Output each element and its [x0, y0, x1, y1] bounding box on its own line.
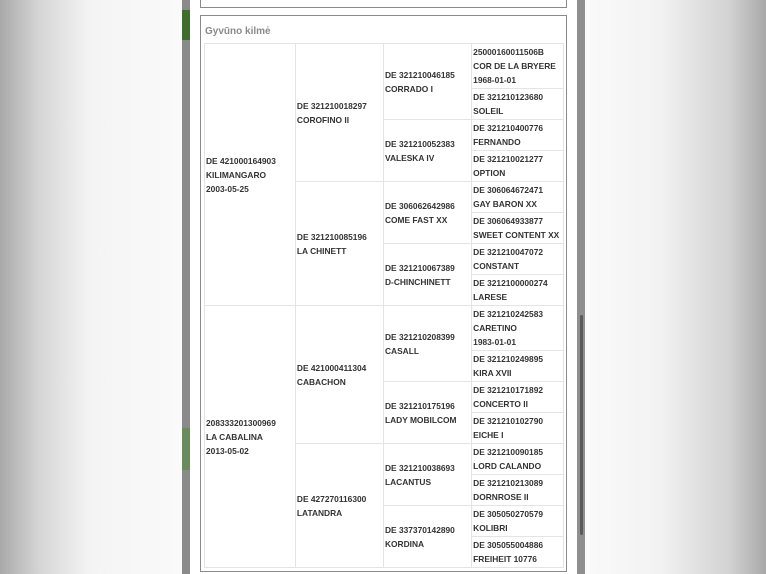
- pedigree-section: [200, 15, 567, 572]
- pedigree-cell-gen4: [472, 182, 564, 213]
- birth-date: 1983-01-01: [473, 337, 516, 347]
- background-green-bar: [182, 428, 190, 470]
- horse-name: KORDINA: [384, 538, 425, 549]
- horse-name: KIRA XVII: [473, 368, 512, 378]
- horse-name: CORRADO I: [384, 83, 433, 94]
- modal-scrollbar-thumb[interactable]: [580, 315, 583, 535]
- pedigree-cell-gen4: [472, 413, 564, 444]
- horse-name: CABACHON: [296, 376, 346, 387]
- pedigree-cell-gen3: [383, 244, 471, 306]
- pedigree-cell-gen2: [295, 306, 383, 444]
- horse-name: D-CHINCHINETT: [384, 276, 451, 287]
- horse-id: DE 321210171892: [473, 385, 544, 395]
- pedigree-cell-gen4: [472, 444, 564, 475]
- horse-name: LADY MOBILCOM: [384, 414, 457, 425]
- horse-id: 25000160011506B: [473, 47, 544, 57]
- horse-name: LACANTUS: [384, 476, 432, 487]
- horse-id: DE 321210249895: [473, 354, 544, 364]
- horse-name: COR DE LA BRYERE: [473, 61, 556, 71]
- pedigree-cell-gen4: [472, 306, 564, 351]
- horse-id: DE 321210213089: [473, 478, 544, 488]
- horse-id: DE 321210175196: [384, 400, 455, 411]
- horse-id: DE 321210046185: [384, 69, 455, 80]
- horse-name: KOLIBRI: [473, 523, 508, 533]
- pedigree-cell-gen3: [383, 44, 471, 120]
- background-green-bar: [182, 10, 190, 40]
- horse-id: DE 421000164903: [206, 155, 276, 166]
- pedigree-cell-gen4: [472, 382, 564, 413]
- horse-name: KILIMANGARO: [206, 169, 267, 180]
- section-title: Gyvūno kilmė: [205, 26, 271, 37]
- horse-id: DE 306064672471: [473, 185, 544, 195]
- pedigree-cell-gen3: [383, 306, 471, 382]
- pedigree-cell-gen3: [383, 382, 471, 444]
- pedigree-cell-gen2: [295, 44, 383, 182]
- horse-id: DE 321210123680: [473, 92, 544, 102]
- pedigree-cell-gen1: [205, 44, 296, 306]
- horse-name: LA CHINETT: [296, 245, 347, 256]
- horse-id: DE 321210067389: [384, 262, 455, 273]
- pedigree-cell-gen4: [472, 89, 564, 120]
- pedigree-cell-gen4: [472, 44, 564, 89]
- birth-date: 2003-05-25: [206, 183, 249, 194]
- pedigree-cell-gen3: [383, 444, 471, 506]
- horse-id: DE 321210038693: [384, 462, 455, 473]
- horse-name: COROFINO II: [296, 114, 350, 125]
- horse-name: SOLEIL: [473, 106, 504, 116]
- horse-name: CONCERTO II: [473, 399, 528, 409]
- birth-date: 1968-01-01: [473, 75, 516, 85]
- pedigree-cell-gen4: [472, 506, 564, 537]
- previous-section-box: [200, 0, 567, 8]
- horse-name: CASALL: [384, 345, 419, 356]
- horse-id: DE 321210052383: [384, 138, 455, 149]
- pedigree-cell-gen4: [472, 244, 564, 275]
- pedigree-cell-gen2: [295, 444, 383, 568]
- pedigree-row: [205, 44, 564, 89]
- horse-id: DE 337370142890: [384, 524, 455, 535]
- horse-id: 208333201300969: [206, 417, 276, 428]
- horse-id: DE 321210085196: [296, 231, 367, 242]
- pedigree-cell-gen4: [472, 275, 564, 306]
- horse-id: DE 3212100000274: [473, 278, 548, 288]
- background-page-edge: [182, 0, 190, 574]
- pedigree-row: [205, 306, 564, 351]
- horse-id: DE 321210102790: [473, 416, 544, 426]
- horse-name: OPTION: [473, 168, 506, 178]
- horse-name: FERNANDO: [473, 137, 521, 147]
- horse-name: CONSTANT: [473, 261, 520, 271]
- horse-id: DE 321210047072: [473, 247, 544, 257]
- horse-name: VALESKA IV: [384, 152, 435, 163]
- horse-id: DE 321210242583: [473, 309, 544, 319]
- pedigree-cell-gen1: [205, 306, 296, 568]
- horse-name: LATANDRA: [296, 507, 343, 518]
- horse-name: CARETINO: [473, 323, 517, 333]
- horse-id: DE 321210021277: [473, 154, 544, 164]
- pedigree-cell-gen4: [472, 213, 564, 244]
- horse-id: DE 321210208399: [384, 331, 455, 342]
- pedigree-cell-gen4: [472, 537, 564, 568]
- pedigree-cell-gen3: [383, 120, 471, 182]
- horse-name: LORD CALANDO: [473, 461, 542, 471]
- horse-id: DE 306064933877: [473, 216, 544, 226]
- pedigree-cell-gen4: [472, 475, 564, 506]
- modal-dialog: [190, 0, 577, 574]
- pedigree-table: [204, 43, 564, 568]
- horse-id: DE 321210400776: [473, 123, 544, 133]
- horse-name: LA CABALINA: [206, 431, 263, 442]
- pedigree-cell-gen4: [472, 120, 564, 151]
- horse-id: DE 321210018297: [296, 100, 367, 111]
- birth-date: 2013-05-02: [206, 445, 249, 456]
- horse-id: DE 321210090185: [473, 447, 544, 457]
- horse-name: EICHE I: [473, 430, 504, 440]
- horse-name: GAY BARON XX: [473, 199, 537, 209]
- horse-name: DORNROSE II: [473, 492, 529, 502]
- horse-name: FREIHEIT 10776: [473, 554, 537, 564]
- horse-id: DE 306062642986: [384, 200, 455, 211]
- pedigree-cell-gen4: [472, 151, 564, 182]
- pedigree-cell-gen2: [295, 182, 383, 306]
- horse-id: DE 427270116300: [296, 493, 367, 504]
- horse-id: DE 421000411304: [296, 362, 367, 373]
- horse-id: DE 305055004886: [473, 540, 544, 550]
- horse-id: DE 305050270579: [473, 509, 544, 519]
- pedigree-cell-gen4: [472, 351, 564, 382]
- pedigree-cell-gen3: [383, 182, 471, 244]
- pedigree-cell-gen3: [383, 506, 471, 568]
- horse-name: LARESE: [473, 292, 508, 302]
- horse-name: SWEET CONTENT XX: [473, 230, 560, 240]
- horse-name: COME FAST XX: [384, 214, 448, 225]
